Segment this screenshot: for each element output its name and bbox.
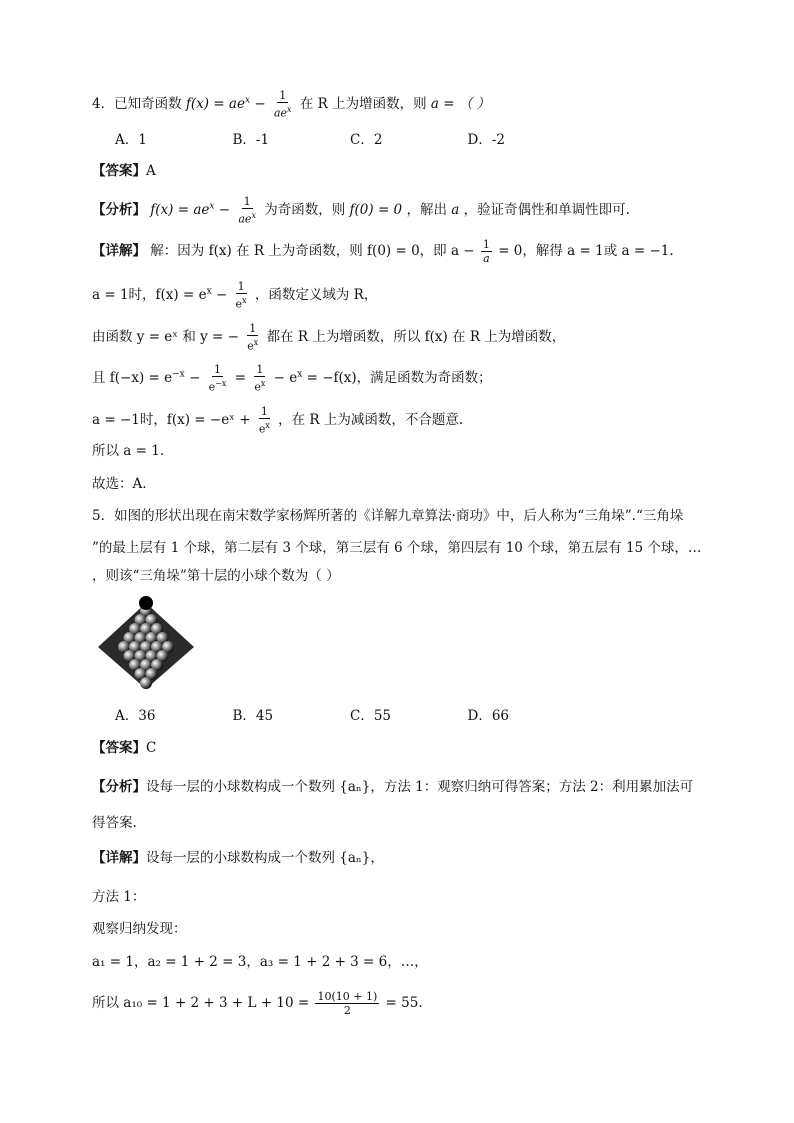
q4-option-b: B．-1 [232,132,270,148]
q5-observe: 观察归纳发现： [92,921,187,937]
q4-detail-6: 所以 a = 1. [92,443,165,459]
q4-detail-3: 由函数 y = eˣ 和 y = − $\frac{1}{e^x}$ 都在 R 上为增函数，所以 f(x) 在 R 上为增函数， [92,322,566,353]
q5-analysis-1: 【分析】设每一层的小球数构成一个数列 {aₙ}，方法 1：观察归纳可得答案；方法 2：利用累加法可 [92,779,694,795]
q4-analysis-fraction: $\frac{1}{ae^x}$ [238,195,256,226]
q4-stem: 4．已知奇函数 $f(x) = ae^x$ − $\frac{1}{ae^x}$ 在 R 上为增函数，则 a = （ ） [92,89,491,120]
ball [140,677,152,689]
q4-stem-fraction: $\frac{1}{ae^x}$ [273,89,292,120]
q5-sequence: a₁ = 1，a₂ = 1 + 2 = 3，a₃ = 1 + 2 + 3 = 6，…， [92,954,428,970]
q4-option-d: D．-2 [467,132,505,148]
q4-detail-7: 故选：A. [92,476,147,492]
q5-stem-1: 5．如图的形状出现在南宋数学家杨辉所著的《详解九章算法·商功》中，后人称为“三角垛”.“三角垛 [92,508,684,524]
q5-option-c: C．55 [350,708,392,724]
q4-detail-1: 【详解】 解：因为 f(x) 在 R 上为奇函数，则 f(0) = 0，即 a − $\frac{1}{a}$ = 0，解得 a = 1或 a = −1. [92,238,674,265]
q5-options [115,704,585,724]
q4-analysis: 【分析】 $f(x) = ae^x$ − $\frac{1}{ae^x}$ 为奇函数，则 f(0) = 0 ，解出 a ，验证奇偶性和单调性即可. [92,195,630,226]
ball-pyramid-image [96,595,196,695]
q4-option-a: A．1 [115,132,147,148]
q5-option-a: A．36 [115,708,156,724]
q4-answer: 【答案】A [92,163,156,179]
q5-method-1: 方法 1： [92,889,146,905]
q5-option-b: B．45 [232,708,274,724]
q5-analysis-2: 得答案. [92,815,137,831]
q4-options [115,128,585,148]
q4-detail-2: a = 1时，$f(x) = e^x$ − $\frac{1}{e^x}$ ，函数定义域为 R， [92,280,378,311]
q5-answer: 【答案】C [92,740,157,756]
q5-stem-2: ”的最上层有 1 个球，第二层有 3 个球，第三层有 6 个球，第四层有 10 个球，第五层有 15 个球，… [92,540,702,556]
q5-stem-3: ，则该“三角垛”第十层的小球个数为（ ） [92,568,340,584]
q5-final-fraction: $\frac{10(10 + 1)}{2}$ [317,990,378,1017]
q4-option-c: C．2 [350,132,383,148]
q5-final: 所以 a₁₀ = 1 + 2 + 3 + L + 10 = $\frac{10(10 + 1)}{2}$ = 55. [92,990,423,1017]
q4-detail-5: a = −1时，f(x) = −eˣ + $\frac{1}{e^x}$ ，在 R 上为减函数，不合题意. [92,405,464,436]
q4-detail-4: 且 $f(-x) = e^{-x}$ − $\frac{1}{e^{-x}}$ = $\frac{1}{e^x}$ − $e^x = -f(x)$，满足函数为奇函数； [92,363,492,394]
q5-detail-1: 【详解】设每一层的小球数构成一个数列 {aₙ}， [92,850,384,866]
q5-option-d: D．66 [467,708,510,724]
